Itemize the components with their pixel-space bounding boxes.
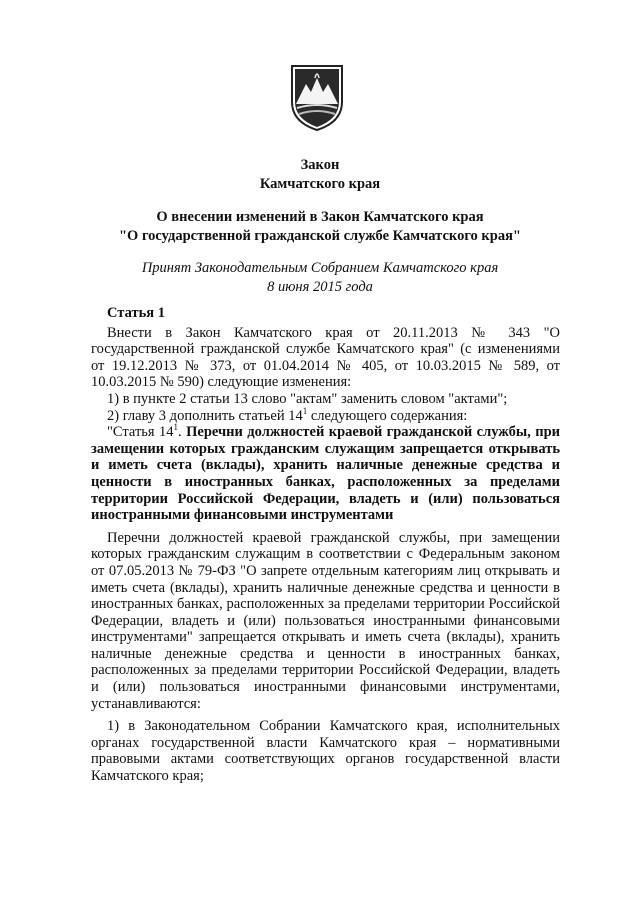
kamchatka-coat-of-arms-icon (288, 64, 346, 132)
change-item-1: 1) в пункте 2 статьи 13 слово "актам" заменить словом "актами"; (107, 390, 508, 407)
new-article-title: Перечни должностей краевой гражданской службы, при замещении которых гражданским служащим запрещается открывать и иметь счета (вклады), хранить наличные денежные средства и ценности в иностранных банках, расположенных за пределами территории Российской Федерации, владеть и (или) пользоваться иностранными финансовыми инструментами (91, 424, 561, 524)
sub-item-1: 1) в Законодательном Собрании Камчатского края, исполнительных органах государственной власти Камчатского края – нормативными правовыми актами соответствующих органов государственной власти Камчатского края; (91, 718, 560, 785)
new-article-number: "Статья 14 (107, 424, 174, 441)
article-intro: Внести в Закон Камчатского края от 20.11.2013 № 343 "О государственной гражданской службе Камчатского края" (с изменениями от 19.12.2013 № 373, от 01.04.2014 № 405, от 10.03.2015 № 589, от 10.03.2015 № 590) следующие изменения: (91, 324, 560, 391)
new-article-heading (91, 424, 560, 524)
new-article-superscript: 1 (173, 422, 179, 433)
item2-superscript: 1 (302, 405, 308, 416)
subtitle-line-1: О внесении изменений в Закон Камчатского края (156, 209, 484, 225)
adoption-note (0, 259, 640, 297)
law-subtitle (0, 208, 640, 246)
article-heading: Статья 1 (107, 305, 165, 321)
adoption-line-1: Принят Законодательным Собранием Камчатского края (141, 260, 499, 276)
law-region: Камчатского края (259, 176, 381, 192)
item2-text-end: следующего содержания: (307, 407, 468, 424)
change-item-2 (91, 405, 560, 425)
main-paragraph: Перечни должностей краевой гражданской службы, при замещении которых гражданским служащим в соответствии с Федеральным законом от 07.05.2013 № 79-ФЗ "О запрете отдельным категориям лиц открывать и иметь счета (вклады), хранить наличные денежные средства и ценности в иностранных банках, расположенных за пределами территории Российской Федерации, владеть и (или) пользоваться иностранными финансовыми инструментами" запрещается открывать и иметь счета (вклады), хранить наличные денежные средства и ценности в иностранных банках, расположенных за пределами территории Российской Федерации, владеть и (или) пользоваться иностранными финансовыми инструментами, устанавливаются: (91, 529, 560, 712)
subtitle-line-2: "О государственной гражданской службе Камчатского края" (119, 228, 521, 244)
item2-text: 2) главу 3 дополнить статьей 14 (107, 407, 303, 424)
law-title (0, 156, 640, 194)
law-word: Закон (300, 157, 340, 173)
adoption-line-2: 8 июня 2015 года (267, 279, 373, 295)
new-article-dot: . (178, 424, 187, 441)
document-body (91, 305, 560, 785)
